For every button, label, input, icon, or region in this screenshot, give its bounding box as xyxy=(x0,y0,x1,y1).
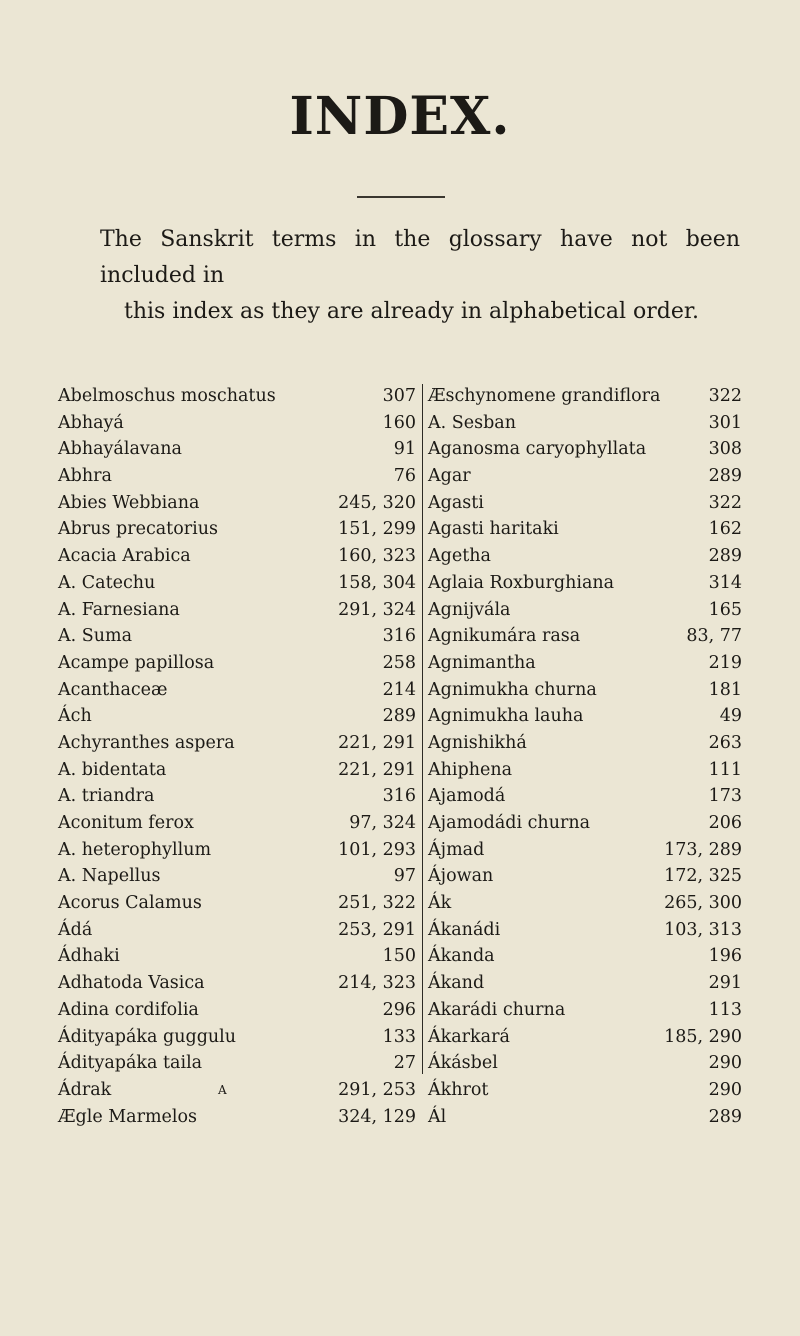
index-entry xyxy=(428,626,742,653)
index-term: Agetha xyxy=(428,546,491,567)
index-pages: 97 xyxy=(393,866,416,887)
index-term: A. Catechu xyxy=(58,572,156,593)
index-pages: 160, 323 xyxy=(338,546,416,567)
index-entry xyxy=(428,973,742,1000)
index-pages: 27 xyxy=(393,1053,416,1074)
index-term: Abhayálavana xyxy=(58,439,182,460)
index-term: Aglaia Roxburghiana xyxy=(428,572,615,593)
index-entry xyxy=(58,1053,416,1080)
index-entry xyxy=(428,413,742,440)
index-entry xyxy=(58,1027,416,1054)
index-entry xyxy=(58,946,416,973)
index-pages: 253, 291 xyxy=(338,919,416,940)
index-term: Ádrak xyxy=(58,1079,112,1100)
index-pages: 196 xyxy=(708,946,742,967)
index-entry xyxy=(428,466,742,493)
index-term: Ákhrot xyxy=(428,1079,489,1100)
index-entry xyxy=(58,706,416,733)
index-pages: 214 xyxy=(382,679,416,700)
index-pages: 151, 299 xyxy=(338,519,416,540)
left-index-column xyxy=(58,386,416,1133)
index-term: Ádhaki xyxy=(58,946,120,967)
index-entry xyxy=(428,546,742,573)
index-pages: 103, 313 xyxy=(664,919,742,940)
index-term: Agnimantha xyxy=(428,652,536,673)
index-pages: 133 xyxy=(382,1026,416,1047)
index-entry xyxy=(428,760,742,787)
index-entry xyxy=(58,546,416,573)
index-pages: 76 xyxy=(393,466,416,487)
index-entry xyxy=(58,439,416,466)
index-pages: 150 xyxy=(382,946,416,967)
index-entry xyxy=(428,493,742,520)
index-entry xyxy=(58,493,416,520)
index-pages: 158, 304 xyxy=(338,572,416,593)
column-divider xyxy=(422,384,423,1074)
index-term: Ádá xyxy=(58,919,93,940)
index-entry xyxy=(58,519,416,546)
index-entry xyxy=(58,760,416,787)
index-entry xyxy=(428,1053,742,1080)
index-pages: 290 xyxy=(708,1053,742,1074)
index-pages: 322 xyxy=(708,492,742,513)
index-pages: 221, 291 xyxy=(338,732,416,753)
index-entry xyxy=(428,840,742,867)
index-term: Adhatoda Vasica xyxy=(58,973,205,994)
index-pages: 49 xyxy=(719,706,742,727)
index-entry xyxy=(428,813,742,840)
index-term: A. Napellus xyxy=(58,866,161,887)
index-entry xyxy=(428,386,742,413)
index-pages: 173, 289 xyxy=(664,839,742,860)
index-term: Agar xyxy=(428,466,471,487)
index-pages: 111 xyxy=(708,759,742,780)
index-entry xyxy=(428,946,742,973)
index-term: Agnikumára rasa xyxy=(428,626,581,647)
index-entry xyxy=(428,573,742,600)
index-term: Abies Webbiana xyxy=(58,492,200,513)
index-pages: 91 xyxy=(393,439,416,460)
index-pages: 251, 322 xyxy=(338,893,416,914)
index-entry xyxy=(428,1107,742,1134)
index-term: Ákanda xyxy=(428,946,495,967)
intro-line-1: The Sanskrit terms in the glossary have not been included in xyxy=(100,227,740,288)
index-term: Ákand xyxy=(428,973,485,994)
index-pages: 291, 324 xyxy=(338,599,416,620)
index-entry xyxy=(58,386,416,413)
index-entry xyxy=(58,1080,416,1107)
index-pages: 308 xyxy=(708,439,742,460)
index-pages: 290 xyxy=(708,1079,742,1100)
index-entry xyxy=(58,813,416,840)
index-pages: 160 xyxy=(382,412,416,433)
index-term: Ákarkará xyxy=(428,1026,510,1047)
index-term: Ájowan xyxy=(428,866,494,887)
index-term: Achyranthes aspera xyxy=(58,732,235,753)
index-pages: 316 xyxy=(382,626,416,647)
index-pages: 245, 320 xyxy=(338,492,416,513)
index-entry xyxy=(428,920,742,947)
index-entry xyxy=(58,733,416,760)
index-pages: 181 xyxy=(708,679,742,700)
index-entry xyxy=(428,653,742,680)
index-pages: 263 xyxy=(708,732,742,753)
index-term: Adina cordifolia xyxy=(58,999,199,1020)
index-pages: 172, 325 xyxy=(664,866,742,887)
index-entry xyxy=(58,1000,416,1027)
index-term: Agnishikhá xyxy=(428,732,527,753)
index-term: A. heterophyllum xyxy=(58,839,212,860)
index-term: Ádityapáka taila xyxy=(58,1053,203,1074)
index-pages: 307 xyxy=(382,386,416,406)
index-entry xyxy=(58,786,416,813)
index-pages: 296 xyxy=(382,999,416,1020)
index-entry xyxy=(58,413,416,440)
index-pages: 301 xyxy=(708,412,742,433)
index-entry xyxy=(58,840,416,867)
index-entry xyxy=(58,680,416,707)
index-pages: 291 xyxy=(708,973,742,994)
index-pages: 324, 129 xyxy=(338,1106,416,1127)
index-pages: 162 xyxy=(708,519,742,540)
index-term: Ách xyxy=(58,706,92,727)
index-term: Abhra xyxy=(58,466,112,487)
title-rule xyxy=(357,196,445,198)
index-term: Agnimukha lauha xyxy=(428,706,584,727)
index-pages: 173 xyxy=(708,786,742,807)
index-term: Akarádi churna xyxy=(428,999,566,1020)
index-term: Agnijvála xyxy=(428,599,511,620)
index-entry xyxy=(428,600,742,627)
index-pages: 265, 300 xyxy=(664,893,742,914)
index-term: Aganosma caryophyllata xyxy=(428,439,647,460)
index-entry xyxy=(58,866,416,893)
index-pages: 221, 291 xyxy=(338,759,416,780)
intro-paragraph xyxy=(100,222,740,330)
index-entry xyxy=(428,1080,742,1107)
index-term: Agnimukha churna xyxy=(428,679,597,700)
index-term: Abhayá xyxy=(58,412,124,433)
index-entry xyxy=(428,706,742,733)
index-term: A. bidentata xyxy=(58,759,167,780)
index-pages: 101, 293 xyxy=(338,839,416,860)
index-entry xyxy=(58,573,416,600)
index-term: A. Suma xyxy=(58,626,133,647)
index-term: Ákanádi xyxy=(428,919,501,940)
index-pages: 289 xyxy=(708,1106,742,1127)
index-pages: 316 xyxy=(382,786,416,807)
index-pages: 291, 253 xyxy=(338,1079,416,1100)
index-term: Acanthaceæ xyxy=(58,679,168,700)
index-entry xyxy=(58,466,416,493)
index-term: Abelmoschus moschatus xyxy=(58,386,276,406)
index-term: Acampe papillosa xyxy=(58,652,215,673)
index-entry xyxy=(428,866,742,893)
index-entry xyxy=(428,733,742,760)
index-entry xyxy=(428,439,742,466)
index-term: Agasti haritaki xyxy=(428,519,559,540)
index-pages: 258 xyxy=(382,652,416,673)
index-pages: 314 xyxy=(708,572,742,593)
index-term: Æschynomene grandiflora xyxy=(428,386,661,406)
index-term: Ajamodá xyxy=(428,786,506,807)
index-term: Acacia Arabica xyxy=(58,546,191,567)
index-pages: 289 xyxy=(708,546,742,567)
index-pages: 97, 324 xyxy=(349,813,416,833)
index-term: Ahiphena xyxy=(428,759,513,780)
index-term: Ák xyxy=(428,893,452,914)
index-entry xyxy=(428,1000,742,1027)
index-entry xyxy=(58,626,416,653)
index-entry xyxy=(58,600,416,627)
index-entry xyxy=(428,1027,742,1054)
index-entry xyxy=(428,519,742,546)
index-entry xyxy=(58,653,416,680)
index-entry xyxy=(58,973,416,1000)
index-term: Ál xyxy=(428,1106,447,1127)
index-pages: 206 xyxy=(708,813,742,833)
index-term: Abrus precatorius xyxy=(58,519,218,540)
index-term: Ákásbel xyxy=(428,1053,498,1074)
index-pages: 185, 290 xyxy=(664,1026,742,1047)
index-term: A. triandra xyxy=(58,786,155,807)
index-term: Agasti xyxy=(428,492,484,513)
index-entry xyxy=(428,893,742,920)
index-term: Ægle Marmelos xyxy=(58,1106,198,1127)
signature-mark: A xyxy=(218,1083,227,1097)
index-pages: 289 xyxy=(708,466,742,487)
index-entry xyxy=(58,920,416,947)
index-pages: 113 xyxy=(708,999,742,1020)
index-term: Ádityapáka guggulu xyxy=(58,1026,237,1047)
index-pages: 289 xyxy=(382,706,416,727)
index-entry xyxy=(58,1107,416,1134)
page-title: INDEX. xyxy=(289,86,511,147)
index-term: A. Sesban xyxy=(428,412,516,433)
index-term: Acorus Calamus xyxy=(58,893,202,914)
index-term: A. Farnesiana xyxy=(58,599,180,620)
index-entry xyxy=(428,680,742,707)
intro-line-2: this index as they are already in alphabetical order. xyxy=(124,299,699,324)
index-term: Aconitum ferox xyxy=(58,813,194,833)
index-pages: 214, 323 xyxy=(338,973,416,994)
index-entry xyxy=(58,893,416,920)
index-entry xyxy=(428,786,742,813)
index-pages: 165 xyxy=(708,599,742,620)
index-term: Ajamodádi churna xyxy=(428,813,591,833)
index-pages: 83, 77 xyxy=(686,626,742,647)
index-term: Ájmad xyxy=(428,839,485,860)
index-pages: 322 xyxy=(708,386,742,406)
index-pages: 219 xyxy=(708,652,742,673)
right-index-column xyxy=(428,386,742,1133)
